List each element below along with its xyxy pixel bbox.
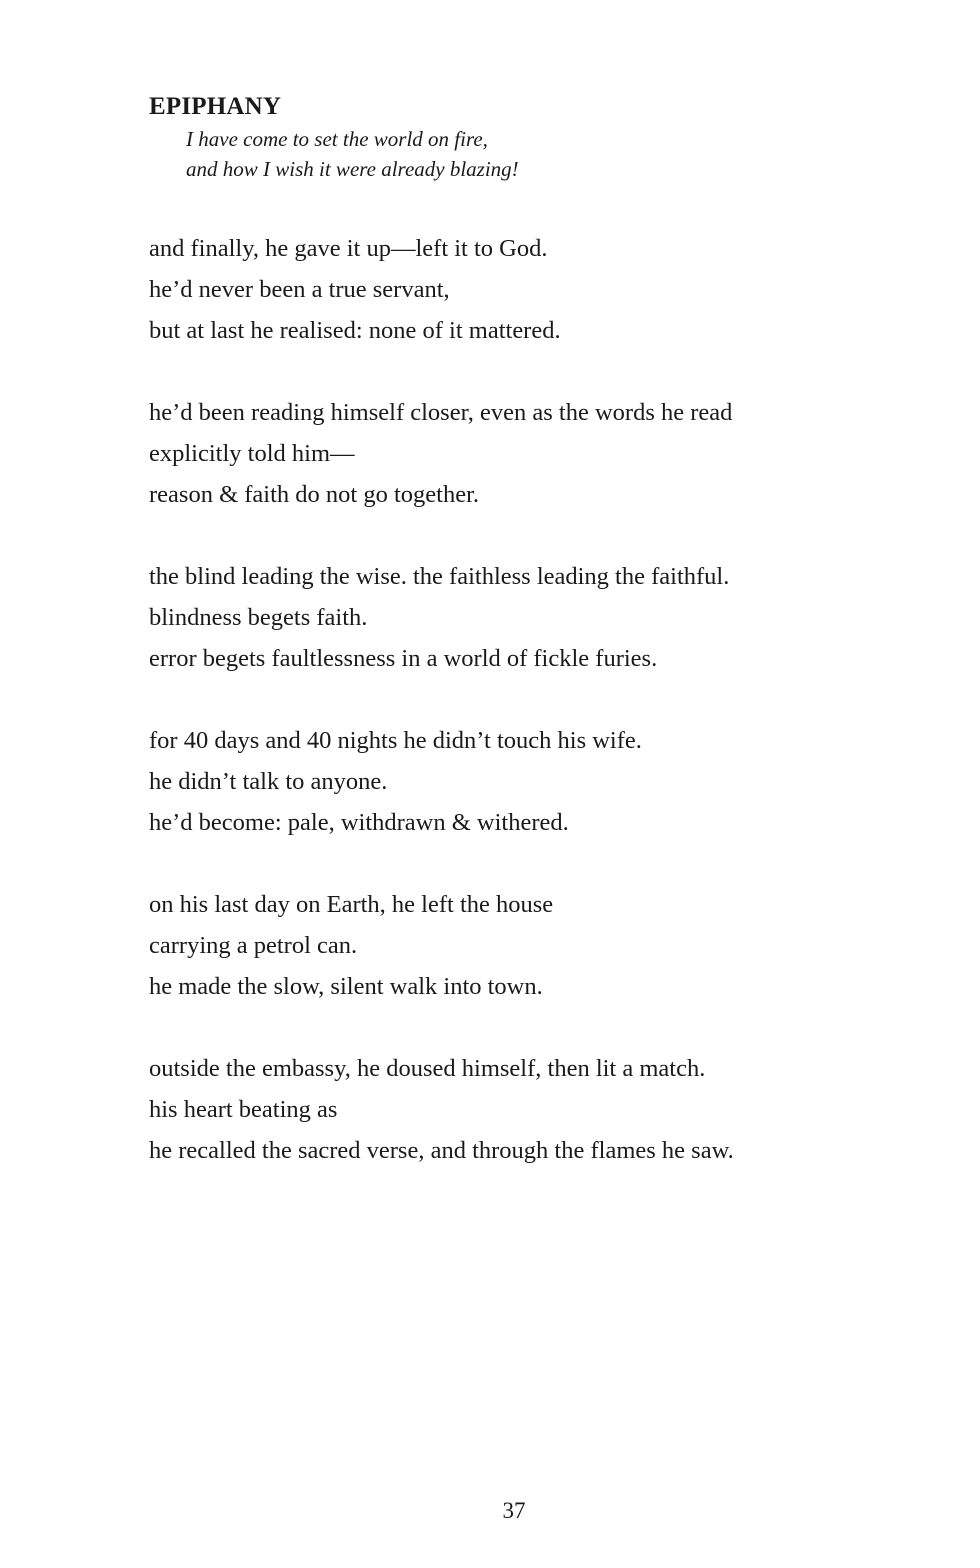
page-number: 37 [502,1498,526,1523]
poem-title: EPIPHANY [149,93,282,120]
verse-line: he’d been reading himself closer, even as the words he read [149,399,733,426]
stanza-1 [149,228,929,351]
verse-line: he recalled the sacred verse, and through the flames he saw. [149,1137,734,1164]
verse-line: blindness begets faith. [149,604,368,631]
verse-line: reason & faith do not go together. [149,481,479,508]
verse-line: he made the slow, silent walk into town. [149,973,543,1000]
epigraph [186,124,519,184]
verse-line: his heart beating as [149,1096,338,1123]
poem-body [149,228,929,1212]
verse-line: he’d never been a true servant, [149,276,450,303]
verse-line: the blind leading the wise. the faithless leading the faithful. [149,563,730,590]
epigraph-line: and how I wish it were already blazing! [186,157,519,181]
verse-line: and finally, he gave it up—left it to God. [149,235,548,262]
verse-line: outside the embassy, he doused himself, then lit a match. [149,1055,706,1082]
verse-line: but at last he realised: none of it mattered. [149,317,561,344]
verse-line: carrying a petrol can. [149,932,358,959]
stanza-4 [149,720,929,843]
verse-line: explicitly told him— [149,440,355,467]
verse-line: error begets faultlessness in a world of fickle furies. [149,645,658,672]
stanza-6 [149,1048,929,1171]
stanza-3 [149,556,929,679]
stanza-2 [149,392,929,515]
verse-line: he didn’t talk to anyone. [149,768,388,795]
verse-line: for 40 days and 40 nights he didn’t touch his wife. [149,727,642,754]
epigraph-line: I have come to set the world on fire, [186,127,488,151]
stanza-5 [149,884,929,1007]
verse-line: he’d become: pale, withdrawn & withered. [149,809,569,836]
verse-line: on his last day on Earth, he left the house [149,891,554,918]
